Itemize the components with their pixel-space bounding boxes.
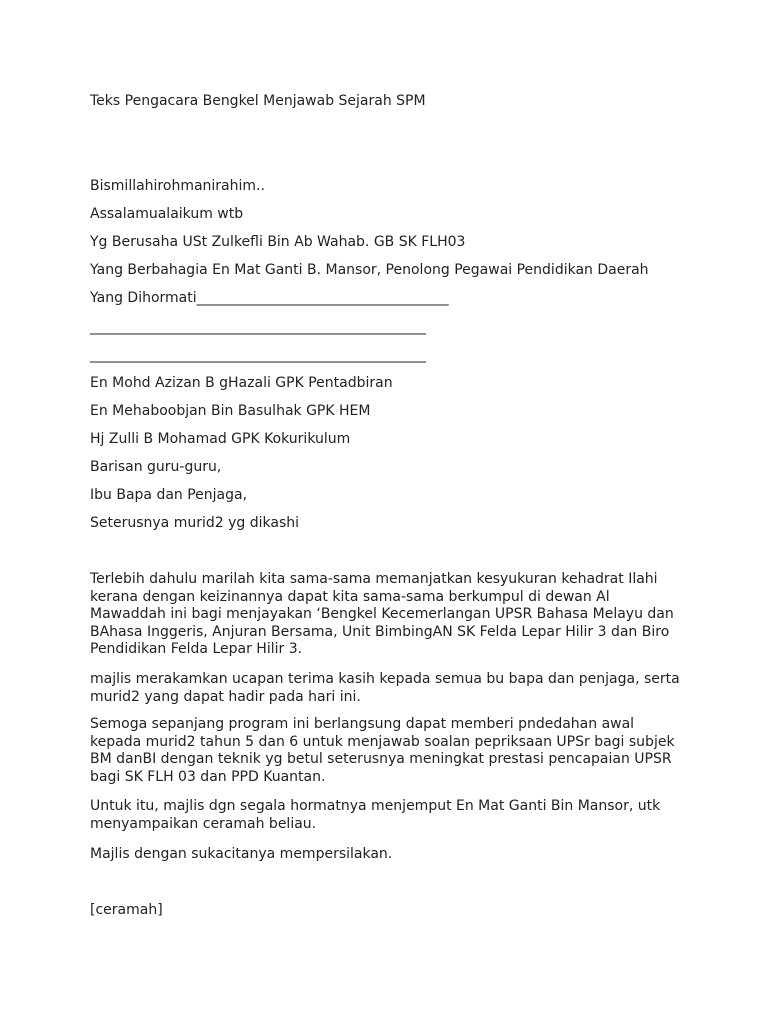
salutation-line: Yang Berbahagia En Mat Ganti B. Mansor, Penolong Pegawai Pendidikan Daerah (90, 262, 649, 278)
paragraph-line: kerana dengan keizinannya dapat kita sama-sama berkumpul di dewan Al (90, 588, 610, 605)
paragraph-line: bagi SK FLH 03 dan PPD Kuantan. (90, 768, 326, 785)
salutation-line: En Mohd Azizan B gHazali GPK Pentadbiran (90, 375, 393, 391)
salutation-line: Bismillahirohmanirahim.. (90, 178, 265, 194)
paragraph-line: Pendidikan Felda Lepar Hilir 3. (90, 641, 303, 657)
paragraph-line: menyampaikan ceramah beliau. (90, 815, 317, 832)
welcome-line: Majlis dengan sukacitanya mempersilakan. (90, 846, 393, 862)
invitation-paragraph (90, 798, 690, 833)
document-title: Teks Pengacara Bengkel Menjawab Sejarah SPM (90, 93, 426, 109)
paragraph-line: Semoga sepanjang program ini berlangsung dapat memberi pndedahan awal (90, 716, 635, 732)
closing-note: [ceramah] (90, 902, 163, 918)
paragraph-line: majlis merakamkan ucapan terima kasih kepada semua bu bapa dan penjaga, serta (90, 671, 680, 687)
paragraph-line: BAhasa Inggeris, Anjuran Bersama, Unit BimbingAN SK Felda Lepar Hilir 3 dan Biro (90, 623, 670, 640)
blank-line: ________________________________________________ (90, 319, 426, 335)
salutation-line: Seterusnya murid2 yg dikashi (90, 515, 300, 531)
blank-line: ________________________________________________ (90, 347, 426, 363)
paragraph-line: Terlebih dahulu marilah kita sama-sama memanjatkan kesyukuran kehadrat Ilahi (90, 571, 658, 587)
salutation-line: Hj Zulli B Mohamad GPK Kokurikulum (90, 431, 351, 447)
opening-paragraph (90, 571, 690, 659)
salutation-line: Assalamualaikum wtb (90, 206, 244, 222)
salutation-line: En Mehaboobjan Bin Basulhak GPK HEM (90, 403, 371, 419)
salutation-line: Yg Berusaha USt Zulkefli Bin Ab Wahab. GB SK FLH03 (90, 234, 466, 250)
salutation-line: Ibu Bapa dan Penjaga, (90, 487, 248, 503)
paragraph-line: Mawaddah ini bagi menjayakan ‘Bengkel Kecemerlangan UPSR Bahasa Melayu dan (90, 606, 674, 622)
paragraph-line: BM danBI dengan teknik yg betul seterusnya meningkat prestasi pencapaian UPSR (90, 751, 672, 767)
salutation-line: Yang Dihormati____________________________________ (90, 290, 449, 306)
paragraph-line: murid2 yang dapat hadir pada hari ini. (90, 688, 361, 705)
program-paragraph (90, 716, 690, 786)
paragraph-line: kepada murid2 tahun 5 dan 6 untuk menjawab soalan pepriksaan UPSr bagi subjek (90, 733, 675, 750)
salutation-line: Barisan guru-guru, (90, 459, 222, 475)
thanks-paragraph (90, 671, 690, 706)
paragraph-line: Untuk itu, majlis dgn segala hormatnya menjemput En Mat Ganti Bin Mansor, utk (90, 798, 661, 814)
